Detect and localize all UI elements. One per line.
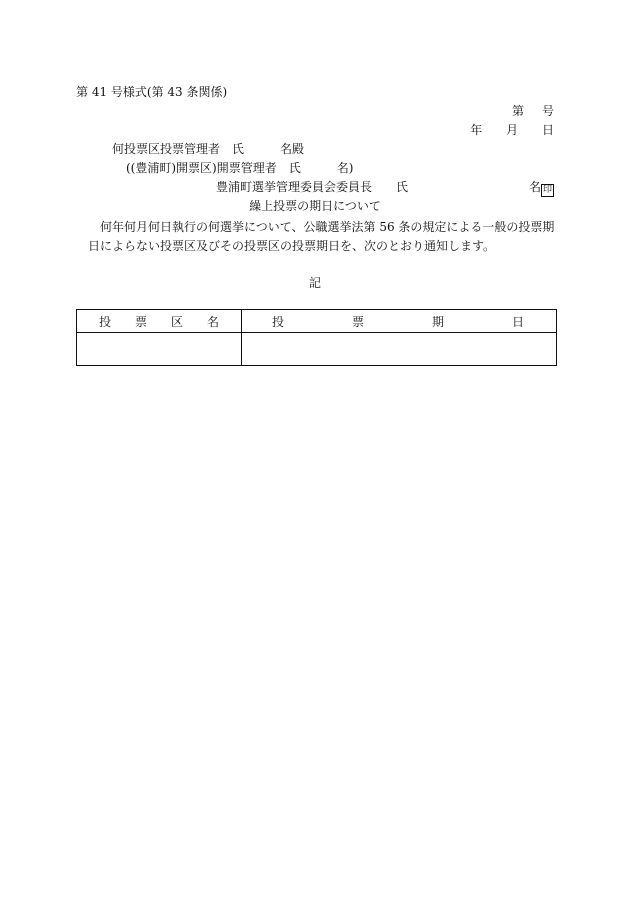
form-number: 第 41 号様式(第 43 条関係) [76, 85, 228, 99]
header-precinct-name [77, 310, 242, 333]
sender-name-seal [529, 180, 554, 197]
precinct-name-cell [77, 333, 242, 366]
addressee-line-2: ((豊浦町)開票区)開票管理者 氏 名) [126, 161, 354, 175]
body-paragraph: 何年何月何日執行の何選挙について、公職選挙法第 56 条の規定による一般の投票期日によらない投票区及びその投票区の投票期日を、次のとおり通知します。 [88, 220, 555, 253]
header-char: 名 [206, 314, 219, 329]
doc-no-suffix: 号 [541, 104, 572, 118]
document-number [512, 104, 572, 118]
date-day: 日 [541, 123, 554, 137]
seal-mark: 印 [542, 185, 552, 195]
document-date [450, 123, 554, 137]
date-year: 年 [470, 123, 483, 137]
sender-line: 豊浦町選挙管理委員会委員長 氏 [216, 180, 409, 194]
voting-date-cell [242, 333, 557, 366]
table-row [77, 333, 557, 366]
header-char: 日 [511, 314, 524, 329]
header-char: 票 [351, 314, 364, 329]
date-month: 月 [506, 123, 519, 137]
header-char: 期 [431, 314, 444, 329]
ki-heading: 記 [308, 276, 321, 290]
sender-name-end: 名 [528, 180, 541, 194]
doc-no-prefix: 第 [511, 104, 542, 118]
table-header-row [77, 310, 557, 333]
header-char: 区 [170, 314, 183, 329]
schedule-table [76, 309, 557, 366]
header-char: 投 [272, 314, 285, 329]
addressee-line-1: 何投票区投票管理者 氏 名殿 [112, 142, 305, 156]
document-title: 繰上投票の期日について [249, 199, 381, 213]
header-char: 票 [134, 314, 147, 329]
header-char: 投 [99, 314, 112, 329]
header-voting-date [242, 310, 557, 333]
